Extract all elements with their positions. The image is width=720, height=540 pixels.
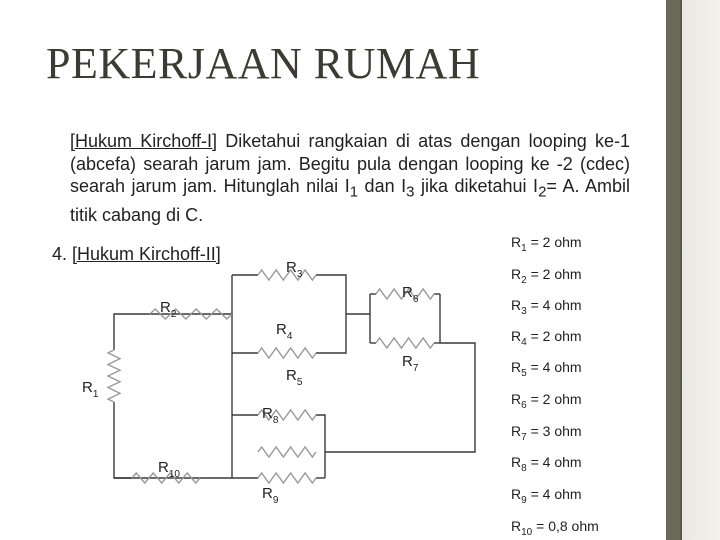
label-symbol: R bbox=[286, 367, 297, 384]
label-subscript: 4 bbox=[286, 331, 293, 342]
label-subscript: 10 bbox=[168, 469, 180, 480]
label-subscript: 7 bbox=[412, 363, 419, 374]
resistor-value-amount: = 4 ohm bbox=[526, 454, 582, 470]
paragraph-sub-3: 3 bbox=[406, 183, 415, 201]
label-subscript: 9 bbox=[272, 495, 279, 506]
resistor-value-symbol: R bbox=[511, 423, 522, 439]
paragraph-text-3: jika diketahui I bbox=[414, 176, 539, 196]
resistor-r9 bbox=[258, 473, 316, 483]
resistor-r1 bbox=[108, 350, 120, 402]
resistor-r4 bbox=[258, 348, 316, 358]
resistor-value-symbol: R bbox=[511, 486, 522, 502]
label-r6 bbox=[402, 284, 419, 305]
label-symbol: R bbox=[276, 321, 287, 338]
kirchoff-2-link[interactable]: [Hukum Kirchoff-II] bbox=[72, 244, 221, 264]
resistor-value-symbol: R bbox=[511, 234, 522, 250]
paragraph-sub-2: 2 bbox=[538, 183, 547, 201]
resistor-value-subscript: 6 bbox=[521, 399, 527, 411]
label-symbol: R bbox=[262, 485, 273, 502]
resistor-value-subscript: 10 bbox=[521, 526, 533, 538]
resistor-value-amount: = 4 ohm bbox=[526, 359, 582, 375]
paragraph-text-2: dan I bbox=[358, 176, 407, 196]
resistor-value-symbol: R bbox=[511, 454, 522, 470]
label-symbol: R bbox=[402, 353, 413, 370]
resistor-value-subscript: 5 bbox=[521, 367, 527, 379]
wire-left-bottom bbox=[114, 402, 232, 478]
circuit-labels bbox=[82, 259, 419, 506]
resistor-value-symbol: R bbox=[511, 359, 522, 375]
resistor-value-symbol: R bbox=[511, 297, 522, 313]
resistor-value-symbol: R bbox=[511, 266, 522, 282]
label-subscript: 6 bbox=[412, 294, 419, 305]
label-symbol: R bbox=[262, 405, 273, 422]
resistor-value-amount: = 2 ohm bbox=[526, 266, 582, 282]
label-r10 bbox=[158, 459, 180, 480]
wire-r3-out bbox=[316, 275, 346, 314]
wire-r5-out bbox=[316, 415, 325, 478]
label-r9 bbox=[262, 485, 279, 506]
paragraph-text-1: Diketahui rangkaian di atas dengan looping ke-1 (abcefa) searah jarum jam. Begitu pula dengan looping ke -2 (cdec) searah jarum jam. Hitunglah nilai I bbox=[70, 131, 630, 196]
resistor-value-symbol: R bbox=[511, 391, 522, 407]
resistor-value-amount: = 2 ohm bbox=[526, 328, 582, 344]
label-symbol: R bbox=[158, 459, 169, 476]
slide-side-decoration bbox=[666, 0, 720, 540]
resistor-value-subscript: 7 bbox=[521, 431, 527, 443]
wire-r4-out bbox=[316, 314, 346, 353]
wire-right-down bbox=[325, 343, 475, 452]
resistor-value-subscript: 8 bbox=[521, 462, 527, 474]
resistor-value-symbol: R bbox=[511, 328, 522, 344]
label-subscript: 2 bbox=[170, 309, 177, 320]
circuit-resistors bbox=[108, 270, 434, 483]
label-r4 bbox=[276, 321, 293, 342]
resistor-value-subscript: 3 bbox=[521, 305, 527, 317]
resistor-value-amount: = 4 ohm bbox=[526, 297, 582, 313]
side-divider-line bbox=[680, 0, 682, 540]
resistor-value-amount: = 3 ohm bbox=[526, 423, 582, 439]
label-symbol: R bbox=[160, 299, 171, 316]
paragraph-text-4: = A. Ambil titik cabang di C. bbox=[70, 176, 630, 226]
resistor-value-symbol: R bbox=[511, 518, 522, 534]
label-symbol: R bbox=[286, 259, 297, 276]
resistor-r8 bbox=[258, 447, 316, 457]
resistor-value-subscript: 1 bbox=[521, 242, 527, 254]
resistor-value-amount: = 2 ohm bbox=[526, 234, 582, 250]
label-r8 bbox=[262, 405, 279, 426]
label-symbol: R bbox=[402, 284, 413, 301]
slide-title: PEKERJAAN RUMAH bbox=[46, 39, 481, 88]
resistor-value-subscript: 2 bbox=[521, 274, 527, 286]
label-r5 bbox=[286, 367, 303, 388]
paragraph-sub-1: 1 bbox=[349, 183, 359, 201]
problem-4-number: 4. bbox=[52, 244, 73, 264]
label-symbol: R bbox=[82, 379, 93, 396]
resistor-value-amount: = 2 ohm bbox=[526, 391, 582, 407]
resistor-r7 bbox=[376, 338, 434, 348]
label-subscript: 8 bbox=[272, 415, 279, 426]
resistor-value-amount: = 0,8 ohm bbox=[532, 518, 599, 534]
label-subscript: 5 bbox=[296, 377, 303, 388]
label-subscript: 3 bbox=[296, 269, 303, 280]
kirchoff-1-link[interactable]: [Hukum Kirchoff-I] bbox=[70, 131, 217, 151]
resistor-value-subscript: 4 bbox=[521, 336, 527, 348]
resistor-value-amount: = 4 ohm bbox=[526, 486, 582, 502]
resistor-value-subscript: 9 bbox=[521, 494, 527, 506]
label-r7 bbox=[402, 353, 419, 374]
label-r3 bbox=[286, 259, 303, 280]
label-r1 bbox=[82, 379, 99, 400]
label-subscript: 1 bbox=[92, 389, 99, 400]
